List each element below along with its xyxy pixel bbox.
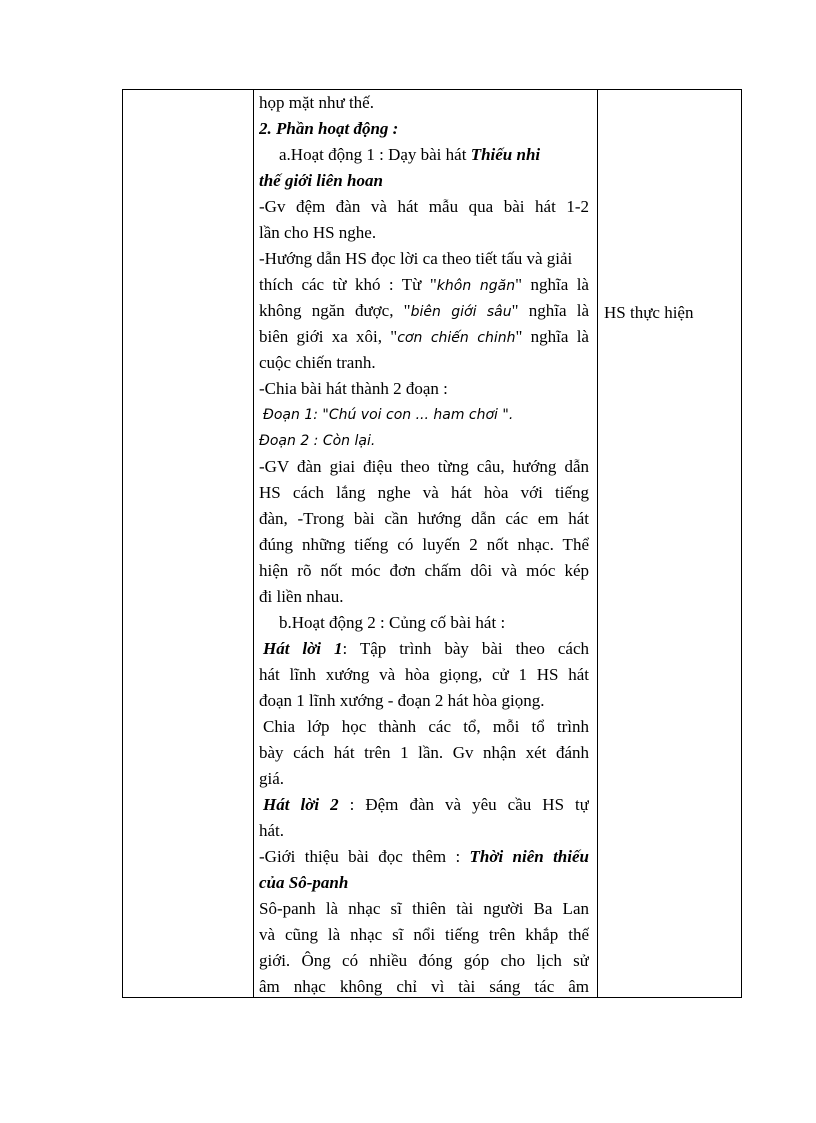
text-line: Chia lớp học thành các tổ, mỗi tổ trình: [263, 717, 589, 736]
text-span: " nghĩa là: [515, 275, 589, 294]
text-line: đàn, -Trong bài cần hướng dẫn các em hát: [259, 509, 589, 528]
term: khôn ngăn: [436, 278, 516, 294]
text-line: [259, 792, 589, 818]
text-span: -Giới thiệu bài đọc thêm :: [259, 847, 470, 866]
lesson-table: [122, 89, 742, 998]
text-line: Sô-panh là nhạc sĩ thiên tài người Ba Lan: [259, 899, 589, 918]
term: cơn chiến chinh: [397, 330, 516, 346]
text-line: HS cách lắng nghe và hát hòa với tiếng: [259, 483, 589, 502]
column-divider-right: [597, 90, 598, 997]
text-line: [259, 272, 589, 298]
teacher-activity-column: [259, 90, 589, 1000]
text-line: giá.: [259, 769, 285, 788]
reading-title-cont: của Sô-panh: [259, 873, 349, 892]
text-span: " nghĩa là: [515, 327, 589, 346]
activity-1-label: a.Hoạt động 1 : Dạy bài hát: [279, 145, 471, 164]
text-line: hát.: [259, 821, 285, 840]
text-span: không ngăn được, ": [259, 301, 411, 320]
reading-title: Thời niên thiếu: [469, 847, 589, 866]
section-1-note: Đoạn 1: "Chú voi con ... ham chơi ".: [263, 407, 514, 423]
text-line: [259, 324, 589, 350]
text-line: đoạn 1 lĩnh xướng - đoạn 2 hát hòa giọng.: [259, 691, 545, 710]
verse-1-label: Hát lời 1: [263, 639, 343, 658]
text-line: [259, 844, 589, 870]
text-span: " nghĩa là: [511, 301, 589, 320]
text-line: âm nhạc không chỉ vì tài sáng tác âm: [259, 977, 589, 996]
column-divider-left: [253, 90, 254, 997]
text-line: [259, 298, 589, 324]
text-span: biên giới xa xôi, ": [259, 327, 398, 346]
song-title-cont: thế giới liên hoan: [259, 171, 383, 190]
text-line: bày cách hát trên 1 lần. Gv nhận xét đánh: [259, 743, 589, 762]
text-line: cuộc chiến tranh.: [259, 353, 376, 372]
text-line: đi liền nhau.: [259, 587, 344, 606]
text-line: hiện rõ nốt móc đơn chấm dôi và móc kép: [259, 561, 589, 580]
text-line: -Hướng dẫn HS đọc lời ca theo tiết tấu và giải: [259, 249, 573, 268]
section-heading: 2. Phần hoạt động :: [259, 119, 399, 138]
text-span: : Tập trình bày bài theo cách: [342, 639, 589, 658]
verse-2-label: Hát lời 2: [263, 795, 339, 814]
text-line: -GV đàn giai điệu theo từng câu, hướng dẫn: [259, 457, 589, 476]
song-title: Thiếu nhi: [470, 145, 541, 164]
text-line: họp mặt như thế.: [259, 93, 374, 112]
text-line: [259, 636, 589, 662]
text-line: -Chia bài hát thành 2 đoạn :: [259, 379, 448, 398]
section-2-note: Đoạn 2 : Còn lại.: [259, 433, 376, 449]
text-line: và cũng là nhạc sĩ nổi tiếng trên khắp thế: [259, 925, 589, 944]
student-activity-column: [604, 300, 736, 326]
activity-1-heading: [259, 142, 589, 168]
text-line: giới. Ông có nhiều đóng góp cho lịch sử: [259, 951, 589, 970]
text-line: -Gv đệm đàn và hát mẫu qua bài hát 1-2: [259, 197, 589, 216]
student-activity-label: HS thực hiện: [604, 303, 694, 322]
text-line: lần cho HS nghe.: [259, 223, 377, 242]
term: biên giới sâu: [410, 304, 512, 320]
text-span: thích các từ khó : Từ ": [259, 275, 437, 294]
activity-2-heading: b.Hoạt động 2 : Củng cố bài hát :: [279, 613, 506, 632]
text-span: : Đệm đàn và yêu cầu HS tự: [338, 795, 589, 814]
text-line: hát lĩnh xướng và hòa giọng, cử 1 HS hát: [259, 665, 589, 684]
text-line: đúng những tiếng có luyến 2 nốt nhạc. Thể: [259, 535, 589, 554]
